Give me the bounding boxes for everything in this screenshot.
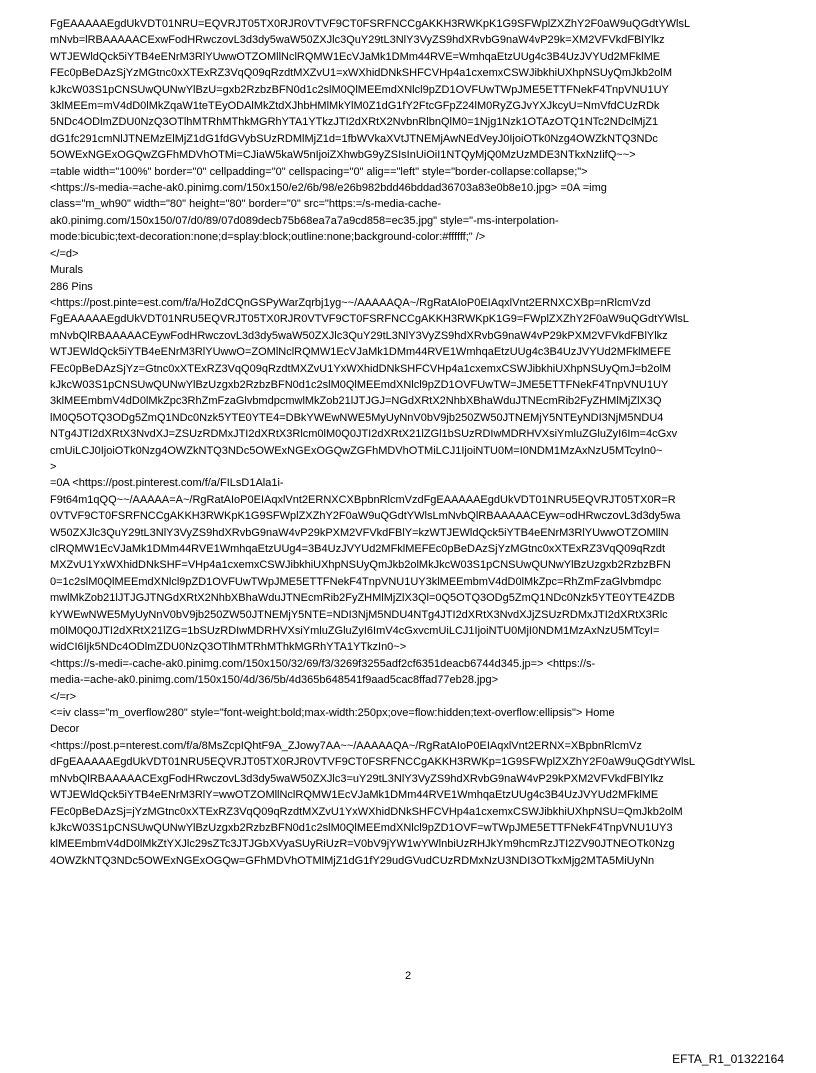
text-line: W50ZXJlc3QuY29tL3NlY3VyZS9hdXRvbG9naW4vP29kPXM2VFVkdFBlY=kzWTJEWldQck5iYTB4eENrM3RlYUwwOTZOMllN <box>50 526 669 539</box>
text-line: MXZvU1YxWXhidDNkSHF=VHp4a1cxemxCSWJibkhiUXhpNSUyQmJkb2olMkJkcW03S1pCNSUwQUNwYlBzUzgxb2RzbzBFN <box>50 559 671 572</box>
text-line: cmUiLCJ0IjoiOTk0Nzg4OWZkNTQ3NDc5OWExNGExOGQwZGFhMDVhOTMiLCJ1IjoiNTU0M=I0NDM1MzAxNzU5MTcyIn0~ <box>50 444 663 457</box>
text-line: 5NDc4ODlmZDU0NzQ3OTlhMTRhMThkMGRhYTA1YTkzJTI2dXRtX2NvbnRlbnQlM0=1Njg1Nzk1OTAzOTQ1NTc2NDclMjZ1 <box>50 116 659 129</box>
text-line: kJkcW03S1pCNSUwQUNwYlBzUzgxb2RzbzBFN0d1c2slM0QlMEEmdXNlcl9pZD1OVFUwTW=JME5ETTFNekF4TnpVNU1UY <box>50 378 669 391</box>
text-line: 5OWExNGExOGQwZGFhMDVhOTMi=CJiaW5kaW5nIjoiZXhwbG9yZSIsInUiOiI1NTQyMjQ0MzUzMDE3NTkxNzIifQ~~> <box>50 149 636 162</box>
text-line: WTJEWldQck5iYTB4eENrM3RlYUwwO=ZOMlNclRQMW1EcVJaMk1DMm44RVE1WmhqaEtzUUg4c3B4UzJVYUd2MFklMEFE <box>50 346 672 359</box>
text-line: kJkcW03S1pCNSUwQUNwYlBzUzgxb2RzbzBFN0d1c2slM0QlMEEmdXNlcl9pZD1OVF=wTWpJME5ETTFNekF4TnpVNU1UY3 <box>50 821 673 834</box>
text-line: mNvbQlRBAAAAACExgFodHRwczovL3d3dy5waW50ZXJlc3=uY29tL3NlY3VyZS9hdXRvbG9naW4vP29kPXM2VFVkdFBlYlkz <box>50 772 664 785</box>
text-line: kYWEwNWE5MyUyNnV0bV9jb250ZW50JTNEMjY5NTE=NDI3NjM5NDU4NTg4JTI2dXRtX3NvdXJjZSUzRDMxJTI2dXRtX3Rlc <box>50 608 668 621</box>
text-line: ak0.pinimg.com/150x150/07/d0/89/07d089decb75b68ea7a7a9cd858=ec35.jpg" style="-ms-interpolation- <box>50 214 559 227</box>
text-line: WTJEWldQck5iYTB4eENrM3RlYUwwOTZOMllNclRQMW1EcVJaMk1DMm44RVE=WmhqaEtzUUg4c3B4UzJVYUd2MFklME <box>50 50 661 63</box>
text-line: Murals <box>50 264 84 277</box>
text-line: klMEEmbmV4dD0lMkZtYXJlc29sZTc3JTJGbXVyaSUyRiUzR=V0bV9jYW1wYWlnbiUzRHJkYm9hcmRzJTI2ZV90JTNEOTk0Nzg <box>50 838 675 851</box>
text-line: =table width="100%" border="0" cellpadding="0" cellspacing="0" alig=="left" style="border-collapse:collapse;"> <box>50 165 588 178</box>
text-line: > <box>50 460 57 473</box>
text-line: FgEAAAAAEgdUkVDT01NRU=EQVRJT05TX0RJR0VTVF9CT0FSRFNCCgAKKH3RWKpK1G9SFWplZXZhY2F0aW9uQGdtYWlsL <box>50 18 691 30</box>
text-line: lM0Q5OTQ3ODg5ZmQ1NDc0Nzk5YTE0YTE4=DBkYWEwNWE5MyUyNnV0bV9jb250ZW50JTNEMjY5NTEyNDI3NjM5NDU4 <box>50 411 664 424</box>
text-line: FgEAAAAAEgdUkVDT01NRU5EQVRJT05TX0RJR0VTVF9CT0FSRFNCCgAKKH3RWKpK1G9=FWplZXZhY2F0aW9uQGdtYWlsL <box>50 313 689 326</box>
text-line: <https://s-media-=ache-ak0.pinimg.com/150x150/e2/6b/98/e26b982bdd46bddad36703a83e0b8e10.jpg> =0A =img <box>50 182 607 195</box>
text-line: kJkcW03S1pCNSUwQUNwYlBzU=gxb2RzbzBFN0d1c2slM0QlMEEmdXNlcl9pZD1OVFUwTWpJME5ETTFNekF4TnpVNU1UY <box>50 83 669 96</box>
text-line: media-=ache-ak0.pinimg.com/150x150/4d/36/5b/4d365b648541f9aad5cac8ffad77eb28.jpg> <box>50 674 499 687</box>
text-line: clRQMW1EcVJaMk1DMm44RVE1WmhqaEtzUUg4=3B4UzJVYUd2MFklMEFEc0pBeDAzSjYzMGtnc0xXTExRZ3VqQ09qRzdt <box>50 543 666 555</box>
text-line: class="m_wh90" width="80" height="80" border="0" src="https:=/s-media-cache- <box>50 198 442 211</box>
text-line: WTJEWldQck5iYTB4eENrM3RlY=wwOTZOMllNclRQMW1EcVJaMk1DMm44RVE1WmhqaEtzUUg4c3B4UzJVYUd2MFklME <box>50 789 659 802</box>
page-number: 2 <box>404 970 412 982</box>
text-line: <https://post.p=nterest.com/f/a/8MsZcpIQhtF9A_ZJowy7AA~~/AAAAAQA~/RgRatAIoP0EIAqxlVnt2ERNX=XBpbnRlcmVz <box>50 739 642 752</box>
text-line: <https://post.pinte=est.com/f/a/HoZdCQnGSPyWarZqrbj1yg~~/AAAAAQA~/RgRatAIoP0EIAqxlVnt2ERNXCXBp=nRlcmVzd <box>50 296 651 309</box>
text-line: 286 Pins <box>50 280 93 293</box>
text-line: mwlMkZob21lJTJGJTNGdXRtX2NhbXBhaWduJTNEcmRib2FyZHMlMjZlX3Ql=0Q5OTQ3ODg5ZmQ1NDc0Nzk5YTE0YTE4ZDB <box>50 592 676 605</box>
text-line: F9t64m1qQQ~~/AAAAA=A~/RgRatAIoP0EIAqxlVnt2ERNXCXBpbnRlcmVzdFgEAAAAAEgdUkVDT01NRU5EQVRJT05TX0R=R <box>50 493 676 506</box>
text-line: widCI6Ijk5NDc4ODlmZDU0NzQ3OTlhMTRhMThkMGRhYTA1YTkzIn0~> <box>50 641 407 654</box>
bates-number: EFTA_R1_01322164 <box>672 1052 784 1066</box>
text-line: <=iv class="m_overflow280" style="font-weight:bold;max-width:250px;ove=flow:hidden;text-overflow:ellipsis"> Home <box>50 707 615 720</box>
text-line: dG1fc291cmNlJTNEMzElMjZ1dG1fdGVybSUzRDMlMjZ1d=1fbWVkaXVtJTNEMjAwNEdVeyJ0IjoiOTk0Nzg4OWZkNTQ3NDc <box>50 132 658 145</box>
text-line: m0lM0Q0JTI2dXRtX21lZG=1bSUzRDIwMDRHVXsiYmluZGluZyI6ImV4cGxvcmUiLCJ1IjoiNTU0MjI0NDM1MzAxNzU5MTcyI= <box>50 625 660 638</box>
text-line: <https://s-medi=-cache-ak0.pinimg.com/150x150/32/69/f3/3269f3255adf2cf6351deacb6744d345.jp=> <https://s- <box>50 657 596 670</box>
text-line: NTg4JTI2dXRtX3NvdXJ=ZSUzRDMxJTI2dXRtX3Rlcm0lM0Q0JTI2dXRtX21lZGl1bSUzRDIwMDRHVXsiYmluZGluZyI6Im=4cGxv <box>50 428 678 441</box>
text-line: Decor <box>50 723 80 736</box>
text-line: 0VTVF9CT0FSRFNCCgAKKH3RWKpK1G9SFWplZXZhY2F0aW9uQGdtYWlsLmNvbQlRBAAAAACEyw=odHRwczovL3d3dy5wa <box>50 510 681 523</box>
text-line: mNvbQlRBAAAAACEywFodHRwczovL3d3dy5waW50ZXJlc3QuY29tL3NlY3VyZS9hdXRvbG9naW4vP29kPXM2VFVkdFBlYlkz <box>50 329 668 342</box>
text-line: FEc0pBeDAzSjYzMGtnc0xXTExRZ3VqQ09qRzdtMXZvU1=xWXhidDNkSHFCVHp4a1cxemxCSWJibkhiUXhpNSUyQmJkb2olM <box>50 67 672 80</box>
text-line: mNvb=lRBAAAAACExwFodHRwczovL3d3dy5waW50ZXJlc3QuY29tL3NlY3VyZS9hdXRvbG9naW4vP29k=XM2VFVkdFBlYlkz <box>50 34 665 47</box>
text-line: 4OWZkNTQ3NDc5OWExNGExOGQw=GFhMDVhOTMlMjZ1dG1fY29udGVudCUzRDMxNzU3NDI3OTkxMjg2MTA5MiUyNn <box>50 854 655 867</box>
text-line: FEc0pBeDAzSjYz=Gtnc0xXTExRZ3VqQ09qRzdtMXZvU1YxWXhidDNkSHFCVHp4a1cxemxCSWJibkhiUXhpNSUyQmJ=b2olM <box>50 362 672 375</box>
text-line: mode:bicubic;text-decoration:none;d=splay:block;outline:none;background-color:#ffffff;" /> <box>50 231 486 244</box>
text-line: 0=1c2slM0QlMEEmdXNlcl9pZD1OVFUwTWpJME5ETTFNekF4TnpVNU1UY3klMEEmbmV4dD0lMkZpc=RhZmFzaGlvbmdpc <box>50 575 662 588</box>
text-line: FEc0pBeDAzSj=jYzMGtnc0xXTExRZ3VqQ09qRzdtMXZvU1YxWXhidDNkSHFCVHp4a1cxemxCSWJibkhiUXhpNSU=QmJkb2olM <box>50 805 683 818</box>
text-line: =0A <https://post.pinterest.com/f/a/FILsD1Ala1i- <box>50 477 284 490</box>
text-line: </=d> <box>50 247 79 260</box>
text-line: 3klMEEm=mV4dD0lMkZqaW1teTEyODAlMkZtdXJhbHMlMkYlM0Z1dG1fY2FtcGFpZ24lM0RyZGJvYXJkcyU=NmVfdCUzRDk <box>50 100 660 113</box>
text-line: 3klMEEmbmV4dD0lMkZpc3RhZmFzaGlvbmdpcmwlMkZob21lJTJGJ=NGdXRtX2NhbXBhaWduJTNEcmRib2FyZHMlMjZlX3Q <box>50 395 662 408</box>
text-line: </=r> <box>50 690 76 703</box>
document-body <box>50 16 770 869</box>
text-line: dFgEAAAAAEgdUkVDT01NRU5EQVRJT05TX0RJR0VTVF9CT0FSRFNCCgAKKH3RWKp=1G9SFWplZXZhY2F0aW9uQGdtYWlsL <box>50 756 696 769</box>
